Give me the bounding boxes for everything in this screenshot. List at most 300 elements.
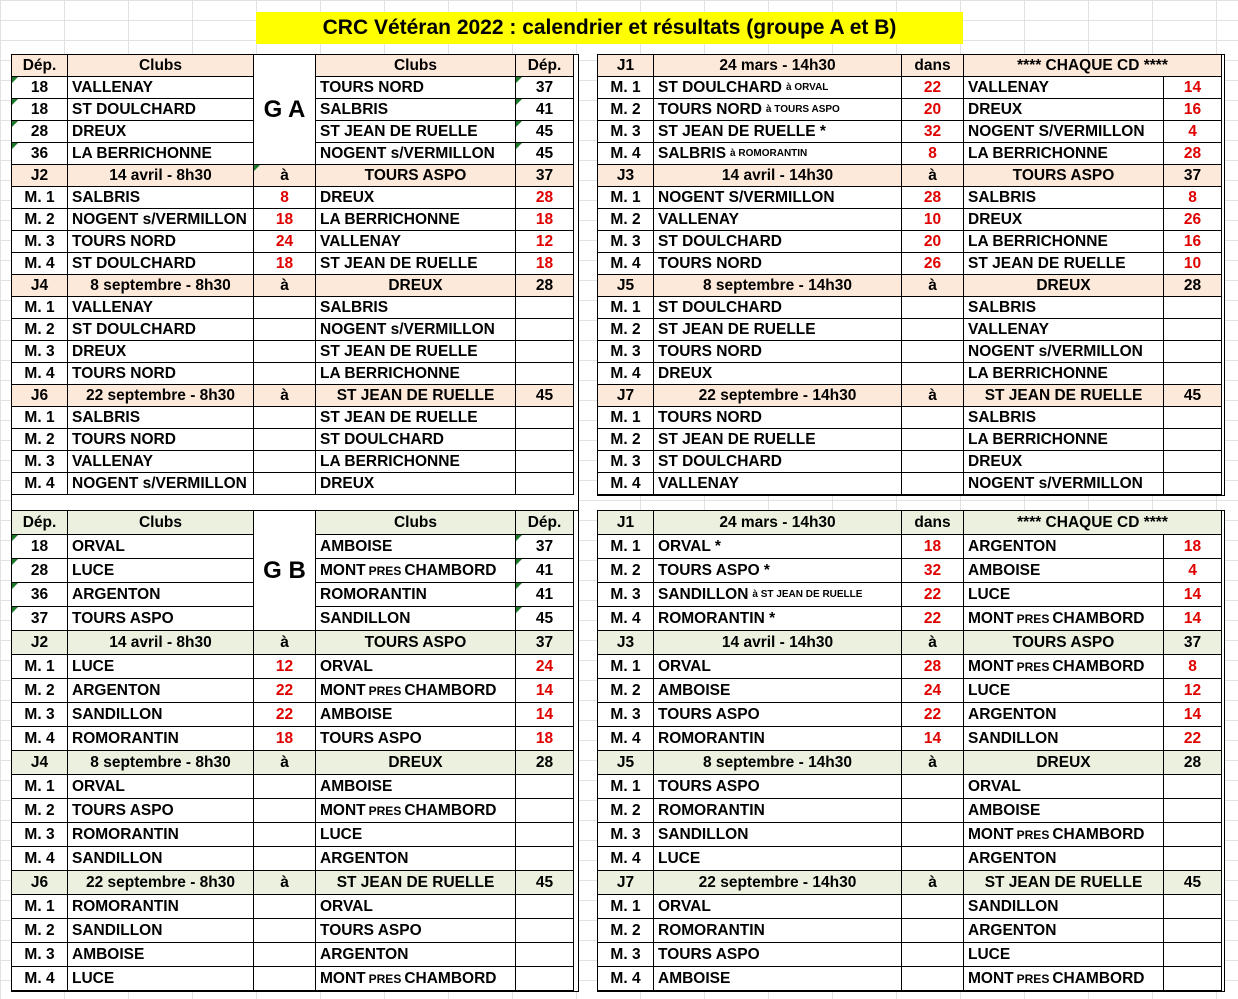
- home-score: [254, 429, 316, 451]
- away-score: 14: [516, 679, 574, 703]
- round-venue: **** CHAQUE CD ****: [964, 511, 1222, 535]
- club-dep: 28: [12, 559, 68, 583]
- away-team: AMBOISE: [964, 799, 1164, 823]
- home-score: 22: [254, 679, 316, 703]
- club-dep: 18: [12, 77, 68, 99]
- home-team: TOURS ASPO: [654, 775, 902, 799]
- away-score: 16: [1164, 231, 1222, 253]
- home-team: TOURS NORD: [654, 341, 902, 363]
- away-score: [1164, 823, 1222, 847]
- dep-header: Dép.: [516, 55, 574, 77]
- away-team: MONT PRES CHAMBORD: [964, 655, 1164, 679]
- round-date: 8 septembre - 8h30: [68, 751, 254, 775]
- away-score: [1164, 319, 1222, 341]
- match-number: M. 3: [12, 823, 68, 847]
- round-date: 14 avril - 14h30: [654, 165, 902, 187]
- home-team: TOURS NORD à TOURS ASPO: [654, 99, 902, 121]
- home-team: SALBRIS à ROMORANTIN: [654, 143, 902, 165]
- home-team: ORVAL: [68, 775, 254, 799]
- home-team: ROMORANTIN *: [654, 607, 902, 631]
- club-name: ARGENTON: [68, 583, 254, 607]
- home-score: [902, 363, 964, 385]
- away-team: SALBRIS: [316, 297, 516, 319]
- home-team: ORVAL: [654, 655, 902, 679]
- away-score: [1164, 895, 1222, 919]
- home-score: [902, 429, 964, 451]
- round-label: J3: [598, 631, 654, 655]
- away-team: DREUX: [316, 473, 516, 495]
- home-score: [902, 297, 964, 319]
- round-at: à: [254, 631, 316, 655]
- away-team: VALLENAY: [964, 319, 1164, 341]
- home-team: ARGENTON: [68, 679, 254, 703]
- away-score: [516, 967, 574, 991]
- match-number: M. 3: [598, 703, 654, 727]
- match-number: M. 2: [598, 799, 654, 823]
- round-date: 22 septembre - 8h30: [68, 385, 254, 407]
- away-score: 4: [1164, 559, 1222, 583]
- round-date: 8 septembre - 14h30: [654, 275, 902, 297]
- match-number: M. 1: [598, 655, 654, 679]
- match-number: M. 2: [12, 319, 68, 341]
- round-at: à: [902, 871, 964, 895]
- match-number: M. 1: [598, 535, 654, 559]
- away-team: LA BERRICHONNE: [316, 451, 516, 473]
- home-score: [254, 341, 316, 363]
- club-dep: 37: [516, 535, 574, 559]
- round-dep: 37: [516, 165, 574, 187]
- home-score: 18: [254, 727, 316, 751]
- home-team: ORVAL *: [654, 535, 902, 559]
- away-score: [1164, 429, 1222, 451]
- round-at: à: [254, 165, 316, 187]
- home-score: 22: [902, 703, 964, 727]
- home-team: TOURS ASPO: [654, 943, 902, 967]
- home-team: NOGENT s/VERMILLON: [68, 209, 254, 231]
- match-number: M. 4: [12, 363, 68, 385]
- home-score: 8: [902, 143, 964, 165]
- away-team: ST JEAN DE RUELLE: [964, 253, 1164, 275]
- away-team: LA BERRICHONNE: [964, 363, 1164, 385]
- home-team: TOURS ASPO: [68, 799, 254, 823]
- home-score: [254, 799, 316, 823]
- away-score: [1164, 847, 1222, 871]
- round-date: 14 avril - 14h30: [654, 631, 902, 655]
- match-number: M. 4: [598, 847, 654, 871]
- group-a-left-table: [11, 54, 579, 518]
- round-label: J1: [598, 511, 654, 535]
- match-number: M. 3: [598, 451, 654, 473]
- round-date: 24 mars - 14h30: [654, 55, 902, 77]
- round-venue: DREUX: [316, 275, 516, 297]
- home-score: [254, 319, 316, 341]
- club-name: LA BERRICHONNE: [68, 143, 254, 165]
- home-score: 22: [254, 703, 316, 727]
- home-score: [902, 967, 964, 991]
- home-team: TOURS ASPO *: [654, 559, 902, 583]
- match-number: M. 1: [598, 187, 654, 209]
- away-score: [516, 407, 574, 429]
- home-score: [902, 895, 964, 919]
- round-dep: 37: [1164, 631, 1222, 655]
- match-number: M. 3: [12, 451, 68, 473]
- away-team: MONT PRES CHAMBORD: [964, 967, 1164, 991]
- away-score: 26: [1164, 209, 1222, 231]
- round-date: 24 mars - 14h30: [654, 511, 902, 535]
- home-score: 18: [254, 209, 316, 231]
- home-team: SANDILLON: [68, 703, 254, 727]
- round-venue: ST JEAN DE RUELLE: [964, 871, 1164, 895]
- match-number: M. 4: [598, 727, 654, 751]
- club-name: MONT PRES CHAMBORD: [316, 559, 516, 583]
- home-team: ST JEAN DE RUELLE *: [654, 121, 902, 143]
- match-number: M. 3: [598, 121, 654, 143]
- club-name: ST JEAN DE RUELLE: [316, 121, 516, 143]
- club-name: DREUX: [68, 121, 254, 143]
- away-team: ARGENTON: [964, 703, 1164, 727]
- home-team: ROMORANTIN: [654, 799, 902, 823]
- round-at: à: [902, 275, 964, 297]
- home-score: 18: [902, 535, 964, 559]
- home-score: [254, 895, 316, 919]
- club-dep: 18: [12, 99, 68, 121]
- home-team: SANDILLON à ST JEAN DE RUELLE: [654, 583, 902, 607]
- match-number: M. 3: [12, 943, 68, 967]
- away-team: MONT PRES CHAMBORD: [316, 967, 516, 991]
- away-score: [516, 799, 574, 823]
- club-name: NOGENT s/VERMILLON: [316, 143, 516, 165]
- match-number: M. 4: [598, 607, 654, 631]
- round-at: dans: [902, 511, 964, 535]
- away-score: 4: [1164, 121, 1222, 143]
- home-score: [902, 919, 964, 943]
- home-score: [902, 473, 964, 495]
- away-score: [1164, 799, 1222, 823]
- club-name: ST DOULCHARD: [68, 99, 254, 121]
- away-team: LA BERRICHONNE: [964, 143, 1164, 165]
- away-score: [1164, 943, 1222, 967]
- away-team: AMBOISE: [316, 775, 516, 799]
- round-dep: 28: [516, 751, 574, 775]
- away-score: 18: [1164, 535, 1222, 559]
- home-score: [254, 451, 316, 473]
- away-team: VALLENAY: [316, 231, 516, 253]
- club-name: ORVAL: [68, 535, 254, 559]
- away-score: 22: [1164, 727, 1222, 751]
- club-dep: 37: [516, 77, 574, 99]
- home-team: VALLENAY: [68, 297, 254, 319]
- round-at: à: [902, 165, 964, 187]
- home-team-venue: à ST JEAN DE RUELLE: [752, 589, 863, 600]
- club-name: TOURS NORD: [316, 77, 516, 99]
- match-number: M. 3: [598, 823, 654, 847]
- away-team: ORVAL: [316, 895, 516, 919]
- round-dep: 37: [516, 631, 574, 655]
- dep-header: Dép.: [516, 511, 574, 535]
- round-venue: TOURS ASPO: [316, 165, 516, 187]
- home-team: ST DOULCHARD: [68, 253, 254, 275]
- away-team: LUCE: [964, 679, 1164, 703]
- home-score: 28: [902, 187, 964, 209]
- away-team: SALBRIS: [964, 187, 1164, 209]
- away-score: 18: [516, 253, 574, 275]
- club-name: LUCE: [68, 559, 254, 583]
- clubs-header: Clubs: [68, 55, 254, 77]
- away-score: [1164, 473, 1222, 495]
- away-team: DREUX: [316, 187, 516, 209]
- round-dep: 28: [1164, 275, 1222, 297]
- away-score: [1164, 363, 1222, 385]
- match-number: M. 2: [12, 919, 68, 943]
- round-date: 8 septembre - 8h30: [68, 275, 254, 297]
- round-at: à: [254, 871, 316, 895]
- away-score: 14: [1164, 77, 1222, 99]
- round-label: J5: [598, 751, 654, 775]
- group-label: G A: [254, 55, 316, 165]
- round-venue: ST JEAN DE RUELLE: [316, 871, 516, 895]
- round-at: à: [254, 751, 316, 775]
- club-dep: 41: [516, 583, 574, 607]
- club-dep: 41: [516, 559, 574, 583]
- match-number: M. 1: [12, 407, 68, 429]
- home-score: 22: [902, 583, 964, 607]
- away-team: ST JEAN DE RUELLE: [316, 253, 516, 275]
- round-venue: DREUX: [964, 751, 1164, 775]
- round-label: J7: [598, 385, 654, 407]
- home-team: TOURS NORD: [68, 363, 254, 385]
- away-score: 12: [1164, 679, 1222, 703]
- home-team: ST JEAN DE RUELLE: [654, 429, 902, 451]
- away-score: [516, 297, 574, 319]
- club-name: TOURS ASPO: [68, 607, 254, 631]
- round-label: J4: [12, 751, 68, 775]
- away-score: [1164, 451, 1222, 473]
- round-at: à: [902, 631, 964, 655]
- away-score: 28: [1164, 143, 1222, 165]
- round-date: 14 avril - 8h30: [68, 631, 254, 655]
- away-team: MONT PRES CHAMBORD: [964, 823, 1164, 847]
- match-number: M. 4: [598, 253, 654, 275]
- dep-header: Dép.: [12, 511, 68, 535]
- round-at: à: [902, 751, 964, 775]
- away-team: AMBOISE: [964, 559, 1164, 583]
- away-score: [516, 847, 574, 871]
- match-number: M. 2: [12, 429, 68, 451]
- match-number: M. 3: [598, 341, 654, 363]
- round-label: J3: [598, 165, 654, 187]
- away-team: ORVAL: [964, 775, 1164, 799]
- clubs-header: Clubs: [68, 511, 254, 535]
- away-team: NOGENT s/VERMILLON: [316, 319, 516, 341]
- match-number: M. 2: [12, 209, 68, 231]
- match-number: M. 1: [598, 407, 654, 429]
- home-score: [902, 847, 964, 871]
- home-score: [254, 847, 316, 871]
- away-team: LA BERRICHONNE: [316, 209, 516, 231]
- round-label: J6: [12, 385, 68, 407]
- away-score: [516, 919, 574, 943]
- club-name: SANDILLON: [316, 607, 516, 631]
- home-team: TOURS NORD: [654, 407, 902, 429]
- home-team: DREUX: [654, 363, 902, 385]
- round-label: J4: [12, 275, 68, 297]
- home-score: 24: [902, 679, 964, 703]
- home-team: LUCE: [68, 655, 254, 679]
- club-dep: 41: [516, 99, 574, 121]
- round-dep: 45: [516, 871, 574, 895]
- round-venue: DREUX: [316, 751, 516, 775]
- away-team: ARGENTON: [316, 847, 516, 871]
- club-name: AMBOISE: [316, 535, 516, 559]
- match-number: M. 4: [12, 967, 68, 991]
- home-score: [254, 943, 316, 967]
- away-score: 18: [516, 209, 574, 231]
- away-score: [1164, 967, 1222, 991]
- match-number: M. 1: [598, 775, 654, 799]
- group-b-left-table: [11, 510, 579, 992]
- group-label: G B: [254, 511, 316, 631]
- home-score: 14: [902, 727, 964, 751]
- match-number: M. 4: [598, 363, 654, 385]
- away-score: 14: [516, 703, 574, 727]
- club-dep: 28: [12, 121, 68, 143]
- away-team: MONT PRES CHAMBORD: [316, 679, 516, 703]
- home-score: [254, 473, 316, 495]
- home-team: ST JEAN DE RUELLE: [654, 319, 902, 341]
- match-number: M. 1: [598, 297, 654, 319]
- home-score: [254, 407, 316, 429]
- match-number: M. 3: [12, 703, 68, 727]
- home-team: SALBRIS: [68, 407, 254, 429]
- match-number: M. 1: [598, 77, 654, 99]
- away-team: DREUX: [964, 209, 1164, 231]
- home-team: LUCE: [68, 967, 254, 991]
- away-score: 8: [1164, 187, 1222, 209]
- away-team: ST JEAN DE RUELLE: [316, 407, 516, 429]
- away-team: DREUX: [964, 99, 1164, 121]
- round-label: J1: [598, 55, 654, 77]
- home-team-venue: à TOURS ASPO: [765, 104, 840, 115]
- club-dep: 36: [12, 143, 68, 165]
- match-number: M. 2: [598, 679, 654, 703]
- match-number: M. 1: [12, 187, 68, 209]
- home-score: 32: [902, 121, 964, 143]
- home-team: LUCE: [654, 847, 902, 871]
- away-team: SALBRIS: [964, 297, 1164, 319]
- away-score: 10: [1164, 253, 1222, 275]
- home-team: DREUX: [68, 341, 254, 363]
- group-b-right-table: [597, 510, 1225, 992]
- round-venue: TOURS ASPO: [964, 165, 1164, 187]
- home-score: [254, 967, 316, 991]
- away-score: [516, 319, 574, 341]
- match-number: M. 2: [598, 99, 654, 121]
- home-team: NOGENT S/VERMILLON: [654, 187, 902, 209]
- group-a-right-table: [597, 54, 1225, 496]
- round-date: 22 septembre - 14h30: [654, 871, 902, 895]
- club-name: VALLENAY: [68, 77, 254, 99]
- round-at: à: [254, 385, 316, 407]
- home-score: [902, 451, 964, 473]
- club-dep: 18: [12, 535, 68, 559]
- match-number: M. 4: [12, 727, 68, 751]
- home-team: SANDILLON: [68, 919, 254, 943]
- away-team: ARGENTON: [964, 919, 1164, 943]
- match-number: M. 3: [598, 231, 654, 253]
- away-team: TOURS ASPO: [316, 919, 516, 943]
- home-score: 32: [902, 559, 964, 583]
- match-number: M. 2: [598, 209, 654, 231]
- away-score: [1164, 919, 1222, 943]
- home-score: [254, 775, 316, 799]
- clubs-header: Clubs: [316, 55, 516, 77]
- away-score: [516, 473, 574, 495]
- page-title: CRC Vétéran 2022 : calendrier et résultats (groupe A et B): [256, 12, 963, 44]
- home-score: [902, 943, 964, 967]
- home-team: ST DOULCHARD: [654, 297, 902, 319]
- away-score: [1164, 341, 1222, 363]
- home-score: [902, 319, 964, 341]
- home-team: SANDILLON: [68, 847, 254, 871]
- away-score: 14: [1164, 607, 1222, 631]
- home-team-venue: à ORVAL: [786, 82, 829, 93]
- away-score: 12: [516, 231, 574, 253]
- dep-header: Dép.: [12, 55, 68, 77]
- match-number: M. 4: [598, 967, 654, 991]
- home-team: TOURS NORD: [68, 429, 254, 451]
- home-score: 20: [902, 231, 964, 253]
- away-score: 28: [516, 187, 574, 209]
- home-team: ROMORANTIN: [68, 727, 254, 751]
- match-number: M. 1: [598, 895, 654, 919]
- club-dep: 45: [516, 121, 574, 143]
- away-score: [516, 895, 574, 919]
- away-team: ARGENTON: [316, 943, 516, 967]
- home-team: AMBOISE: [654, 967, 902, 991]
- away-team: TOURS ASPO: [316, 727, 516, 751]
- away-score: [516, 451, 574, 473]
- away-score: [1164, 297, 1222, 319]
- match-number: M. 2: [12, 799, 68, 823]
- away-score: [516, 429, 574, 451]
- match-number: M. 4: [12, 847, 68, 871]
- home-score: 20: [902, 99, 964, 121]
- home-team: ST DOULCHARD: [654, 451, 902, 473]
- match-number: M. 2: [598, 559, 654, 583]
- club-name: ROMORANTIN: [316, 583, 516, 607]
- away-team: LUCE: [964, 943, 1164, 967]
- home-score: 18: [254, 253, 316, 275]
- away-team: ST JEAN DE RUELLE: [316, 341, 516, 363]
- away-score: 8: [1164, 655, 1222, 679]
- away-score: 18: [516, 727, 574, 751]
- match-number: M. 4: [12, 473, 68, 495]
- home-score: 28: [902, 655, 964, 679]
- away-score: 24: [516, 655, 574, 679]
- round-at: à: [254, 275, 316, 297]
- round-dep: 45: [1164, 871, 1222, 895]
- home-score: 8: [254, 187, 316, 209]
- round-date: 8 septembre - 14h30: [654, 751, 902, 775]
- away-team: LUCE: [316, 823, 516, 847]
- away-team: MONT PRES CHAMBORD: [964, 607, 1164, 631]
- home-score: [902, 407, 964, 429]
- home-team: VALLENAY: [68, 451, 254, 473]
- home-score: [254, 363, 316, 385]
- club-name: SALBRIS: [316, 99, 516, 121]
- home-team: ST DOULCHARD: [654, 231, 902, 253]
- home-score: [902, 775, 964, 799]
